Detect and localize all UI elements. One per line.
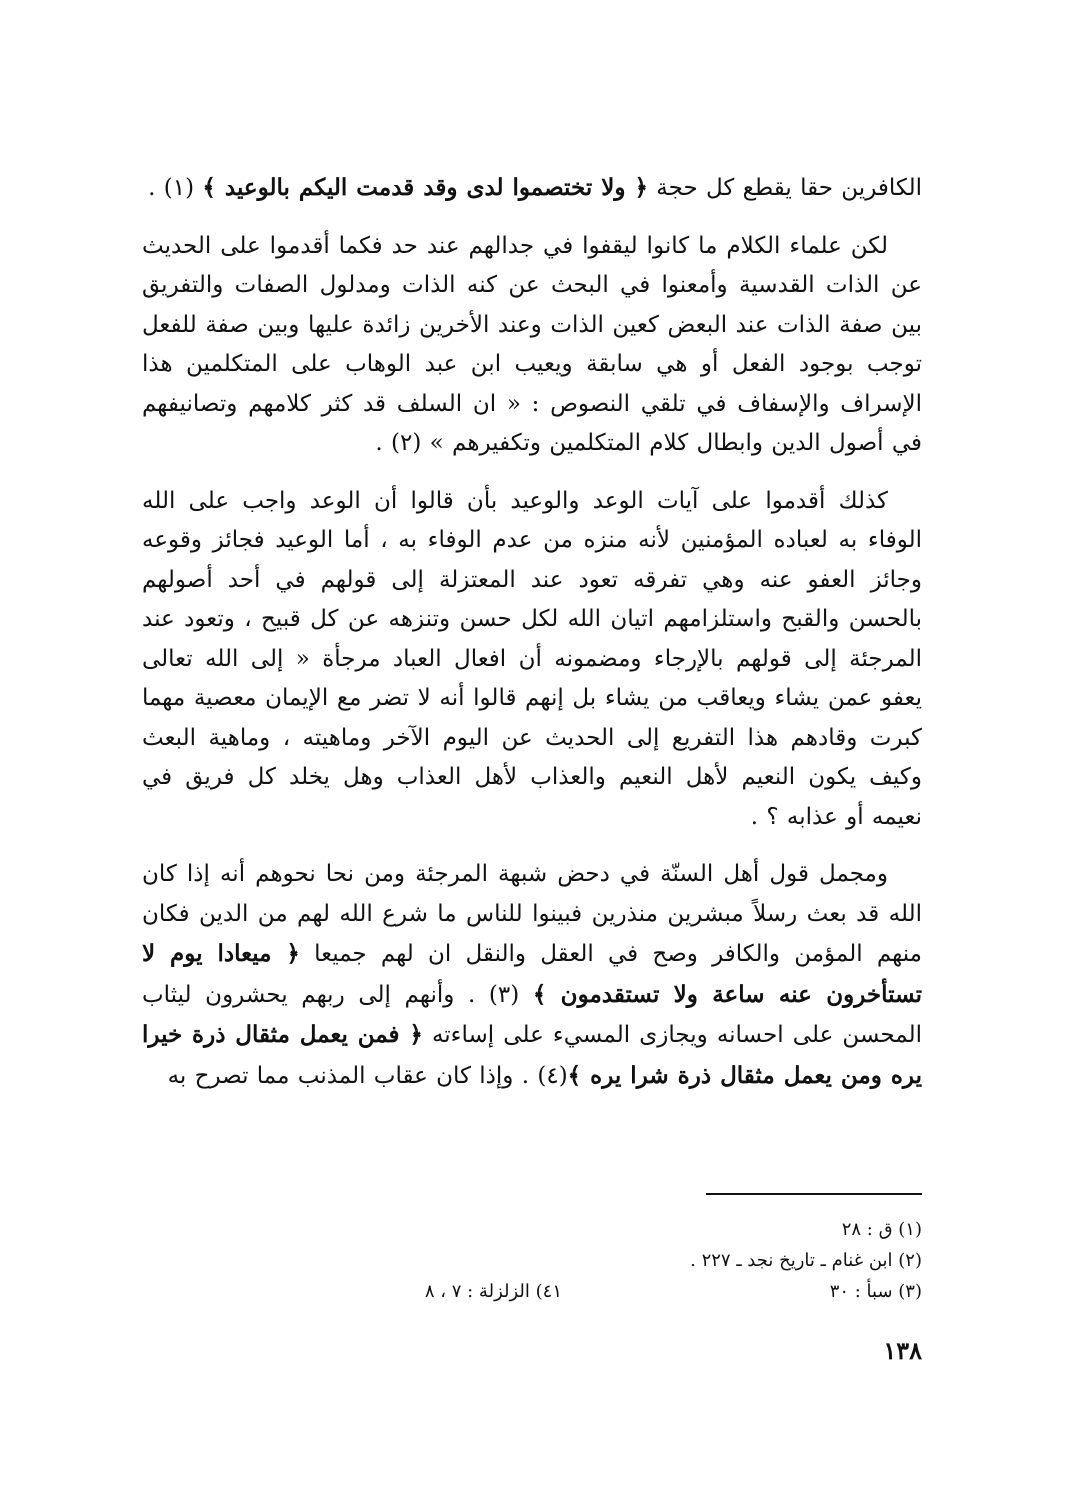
quran-verse: ﴿ فمن يعمل مثقال ذرة خيرا يره ومن يعمل مثقال ذرة شرا يره ﴾ xyxy=(142,1021,922,1089)
paragraph-text: (٣) . وأنهم إلى ربهم يحشرون ليثاب المحسن على احسانه ويجازى المسيء على إساءته xyxy=(142,981,923,1048)
paragraph-text: كذلك أقدموا على آيات الوعد والوعيد بأن قالوا أن الوعد واجب على الله الوفاء به لعباده المؤمنين لأنه منزه من عدم الوفاء به ، أما الوعيد فجائز وقوعه وجائز العفو عنه وهي تفرقه تعود عند المعتزلة إلى قولهم في أحد أصولهم بالحسن والقبح واستلزامهم اتيان الله لكل حسن وتنزهه عن كل قبيح ، وتعود عند المرجئة إلى قولهم بالإرجاء ومضمونه أن افعال العباد مرجأة « إلى الله تعالى يعفو عمن يشاء ويعاقب من يشاء بل إنهم قالوا أنه لا تضر مع الإيمان معصية مهما كبرت وقادهم هذا التفريع إلى الحديث عن اليوم الآخر وماهيته ، وماهية البعث وكيف يكون النعيم لأهل النعيم والعذاب لأهل العذاب وهل يخلد كل فريق في نعيمه أو عذابه ؟ . xyxy=(142,487,922,830)
paragraph-text: ومجمل قول أهل السنّة في دحض شبهة المرجئة ومن نحا نحوهم أنه إذا كان الله قد بعث رسلاً مبشرين منذرين فبينوا للناس ما شرع الله لهم من الدين فكان منهم المؤمن والكافر وصح في العقل والنقل ان لهم جميعا xyxy=(142,861,922,967)
paragraph-1 xyxy=(142,168,922,209)
paragraph-text: الكافرين حقا يقطع كل حجة xyxy=(647,175,922,201)
footnote-1: (١) ق : ٢٨ xyxy=(841,1219,922,1240)
footnote-row-3 xyxy=(142,1276,922,1307)
paragraph-text: (٤) . وإذا كان عقاب المذنب مما تصرح به xyxy=(167,1062,568,1089)
footnote-3: (٣) سبأ : ٣٠ xyxy=(829,1281,922,1302)
page-number: ١٣٨ xyxy=(883,1336,922,1365)
quran-verse: ﴿ ميعادا يوم لا تستأخرون عنه ساعة ولا تستقدمون ﴾ xyxy=(142,940,922,1008)
paragraph-text: لكن علماء الكلام ما كانوا ليقفوا في جدالهم عند حد فكما أقدموا على الحديث عن الذات القدسية وأمعنوا في البحث عن كنه الذات ومدلول الصفات والتفريق بين صفة الذات عند البعض كعين الذات وعند الأخرين زائدة عليها وبين صفة للفعل توجب بوجود الفعل أو هي سابقة ويعيب ابن عبد الوهاب على المتكلمين هذا الإسراف والإسفاف في تلقي النصوص : « ان السلف قد كثر كلامهم وتصانيفهم في أصول الدين وابطال كلام المتكلمين وتكفيرهم » (٢) . xyxy=(142,232,922,456)
paragraph-3 xyxy=(142,482,922,838)
main-text xyxy=(142,168,922,1114)
footnotes xyxy=(142,1214,922,1307)
paragraph-text: (١) . xyxy=(148,175,203,201)
paragraph-4 xyxy=(142,855,922,1096)
footnote-separator xyxy=(706,1193,922,1195)
footnote-2: (٢) ابن غنام ـ تاريخ نجد ـ ٢٢٧ . xyxy=(690,1250,922,1271)
quran-verse: ﴿ ولا تختصموا لدى وقد قدمت اليكم بالوعيد ﴾ xyxy=(202,174,648,201)
footnote-row-1 xyxy=(142,1214,922,1245)
footnote-4: ٤١) الزلزلة : ٧ ، ٨ xyxy=(424,1281,562,1302)
footnote-row-2 xyxy=(142,1245,922,1276)
paragraph-2 xyxy=(142,227,922,464)
